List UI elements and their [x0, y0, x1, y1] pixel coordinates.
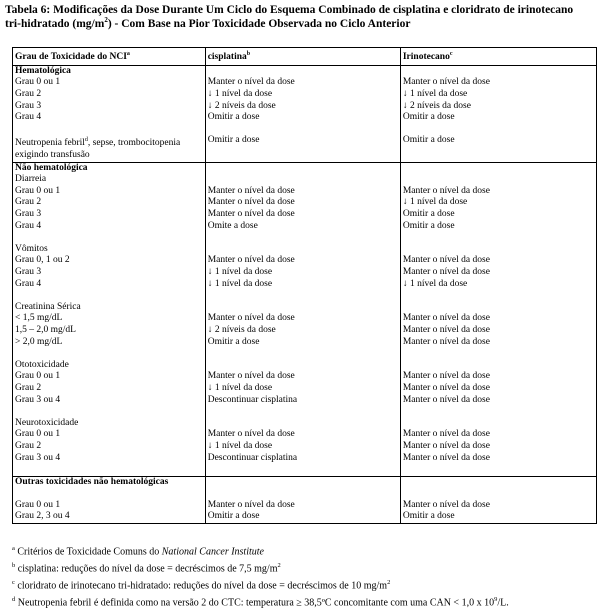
- footnote-d-mark: d: [12, 596, 16, 604]
- footnote-d-rest: /L.: [497, 597, 509, 609]
- dose-action: ↓ 1 nível da dose: [207, 267, 273, 277]
- dose-action: [403, 348, 596, 360]
- dose-action: Descontinuar cisplatina: [207, 452, 298, 463]
- grade-label: [15, 464, 205, 476]
- footnote-c-sup: 2: [387, 579, 391, 587]
- dose-action: [403, 232, 596, 244]
- title-line-2: [5, 17, 601, 31]
- grade-label: Diarreia: [15, 174, 47, 185]
- footnote-a-mark: a: [12, 545, 15, 552]
- dose-action: [403, 488, 596, 500]
- dose-action: Manter o nível da dose: [402, 371, 490, 382]
- header-col3-sup: c: [449, 51, 453, 57]
- table-section: [13, 162, 597, 476]
- header-toxicity-grade: [13, 48, 206, 66]
- header-col3-text: Irinotecano: [402, 52, 450, 63]
- table-cell: [13, 65, 206, 162]
- table-section: [13, 476, 597, 523]
- grade-label: Não hematológica: [15, 162, 88, 173]
- footnote-c: [12, 576, 602, 593]
- table-cell: [205, 162, 400, 476]
- dose-action: [208, 66, 400, 78]
- dose-action: Manter o nível da dose: [207, 255, 295, 266]
- dose-action: [403, 66, 596, 78]
- dose-action: [403, 174, 596, 186]
- dose-action: Manter o nível da dose: [402, 429, 490, 440]
- grade-label: Grau 3 ou 4: [15, 452, 61, 463]
- grade-label: [15, 488, 205, 500]
- grade-label: Grau 2, 3 ou 4: [15, 511, 70, 522]
- dose-action: Manter o nível da dose: [207, 429, 295, 440]
- dose-action: Manter o nível da dose: [207, 371, 295, 382]
- dose-action: [208, 477, 400, 489]
- dose-action: Omitir a dose: [402, 112, 455, 123]
- grade-label: Grau 3: [15, 209, 42, 220]
- table-cell: [400, 162, 596, 476]
- header-col1-text: Grau de Toxicidade do NCI: [15, 52, 127, 63]
- grade-label: Grau 0 ou 1: [15, 429, 61, 440]
- dose-action: Omitir a dose: [402, 209, 455, 220]
- dose-action: [208, 406, 400, 418]
- dose-action: [208, 174, 400, 186]
- grade-label: Grau 3: [15, 100, 42, 111]
- grade-label: Grau 4: [15, 220, 42, 231]
- footnote-d-text: Neutropenia febril é definida como na versão 2 do CTC: temperatura ≥ 38,5ºC concomitante com uma CAN < 1,0 x 10: [15, 597, 495, 609]
- grade-label: Grau 2: [15, 440, 42, 451]
- footnote-d: [12, 593, 602, 610]
- dose-action: Manter o nível da dose: [402, 185, 490, 196]
- dose-action: [403, 360, 596, 372]
- footnote-d-sup: 9: [494, 596, 498, 604]
- grade-label: [15, 348, 205, 360]
- footnote-a-text: Critérios de Toxicidade Comuns do: [14, 546, 162, 558]
- footnote-b-sup: 2: [277, 562, 281, 570]
- grade-label: > 2,0 mg/dL: [15, 336, 63, 347]
- table-cell: [13, 162, 206, 476]
- title-line-2-rest: ) - Com Base na Pior Toxicidade Observada no Ciclo Anterior: [107, 18, 411, 30]
- header-col1-sup: a: [126, 51, 130, 57]
- dose-action: [403, 244, 596, 256]
- grade-label: Vômitos: [15, 243, 48, 254]
- grade-label: Ototoxicidade: [15, 359, 69, 370]
- table-cell: [400, 65, 596, 162]
- grade-label: Outras toxicidades não hematológicas: [15, 476, 169, 487]
- dose-action: ↓ 1 nível da dose: [207, 278, 273, 289]
- table-cell: [205, 65, 400, 162]
- dose-action: [208, 163, 400, 175]
- dose-modification-table: [12, 47, 597, 524]
- grade-label: Hematológica: [15, 65, 71, 76]
- dose-action: Manter o nível da dose: [207, 185, 295, 196]
- dose-action: Manter o nível da dose: [402, 394, 490, 405]
- grade-label: Grau 2: [15, 88, 42, 99]
- grade-label: [15, 406, 205, 418]
- dose-action: [208, 418, 400, 430]
- footnotes: [12, 542, 602, 611]
- dose-action: [403, 163, 596, 175]
- grade-label: 1,5 – 2,0 mg/dL: [15, 324, 76, 335]
- header-row: [13, 48, 597, 66]
- dose-action: Omitir a dose: [402, 511, 455, 522]
- table-body: [13, 65, 597, 523]
- grade-label: Creatinina Sérica: [15, 301, 81, 312]
- footnote-b-text: cisplatina: reduções do nível da dose = decréscimos de 7,5 mg/m: [15, 563, 278, 575]
- dose-action: ↓ 1 nível da dose: [402, 88, 468, 99]
- dose-action: [403, 406, 596, 418]
- dose-action: Manter o nível da dose: [402, 382, 490, 393]
- dose-action: Manter o nível da dose: [402, 452, 490, 463]
- dose-action: [403, 418, 596, 430]
- dose-action: [208, 232, 400, 244]
- grade-label: Grau 0 ou 1: [15, 371, 61, 382]
- footnote-b: [12, 559, 602, 576]
- neutropenia-footnote-mark: d: [84, 137, 88, 144]
- grade-label: Grau 0 ou 1: [15, 499, 61, 510]
- dose-action: Manter o nível da dose: [402, 499, 490, 510]
- dose-action: Manter o nível da dose: [207, 313, 295, 324]
- table-title: [5, 3, 601, 31]
- table-cell: [400, 476, 596, 523]
- dose-action: ↓ 1 nível da dose: [402, 197, 468, 208]
- dose-action: Omite a dose: [207, 220, 258, 231]
- grade-label: Grau 2: [15, 197, 42, 208]
- dose-action: Manter o nível da dose: [402, 324, 490, 335]
- dose-action: Manter o nível da dose: [402, 336, 490, 347]
- dose-action: Manter o nível da dose: [402, 77, 490, 88]
- grade-label: Grau 4: [15, 112, 42, 123]
- dose-action: Manter o nível da dose: [402, 255, 490, 266]
- dose-action: ↓ 2 níveis da dose: [402, 100, 471, 111]
- title-superscript: 2: [104, 16, 108, 25]
- table-section: [13, 65, 597, 162]
- dose-action: Omitir a dose: [402, 220, 455, 231]
- grade-label: Grau 2: [15, 382, 42, 393]
- dose-action: [403, 290, 596, 302]
- footnote-b-mark: b: [12, 562, 16, 570]
- dose-action: Omitir a dose: [207, 135, 260, 146]
- grade-label: Grau 4: [15, 278, 42, 289]
- dose-action: Omitir a dose: [207, 336, 260, 347]
- dose-action: ↓ 1 nível da dose: [207, 440, 273, 451]
- dose-action: Omitir a dose: [402, 135, 455, 146]
- dose-action: [403, 464, 596, 476]
- table-cell: [13, 476, 206, 523]
- header-col2-text: cisplatina: [207, 52, 247, 63]
- dose-action: [208, 302, 400, 314]
- grade-label: [15, 232, 205, 244]
- dose-action: [208, 464, 400, 476]
- dose-action: [208, 244, 400, 256]
- grade-label: Grau 3: [15, 267, 42, 277]
- dose-action: [403, 124, 596, 136]
- dose-action: Manter o nível da dose: [402, 440, 490, 451]
- grade-label: Grau 0 ou 1: [15, 77, 61, 88]
- dose-action: Manter o nível da dose: [207, 499, 295, 510]
- dose-action: [208, 348, 400, 360]
- dose-action: Omitir a dose: [207, 112, 260, 123]
- dose-action: ↓ 2 níveis da dose: [207, 324, 276, 335]
- footnote-c-mark: c: [12, 579, 15, 587]
- grade-label: [15, 290, 205, 302]
- dose-action: ↓ 1 nível da dose: [207, 88, 273, 99]
- dose-action: [208, 360, 400, 372]
- dose-action: [403, 302, 596, 314]
- title-line-2-text: tri-hidratado (mg/m: [5, 18, 105, 30]
- dose-action: Manter o nível da dose: [207, 77, 295, 88]
- footnote-c-text: cloridrato de irinotecano tri-hidratado: reduções do nível da dose = decréscimos de 10 mg/m: [14, 580, 388, 592]
- footnote-a-italic: National Cancer Institute: [161, 546, 264, 558]
- title-line-1: Tabela 6: Modificações da Dose Durante Um Ciclo do Esquema Combinado de cisplatina e cloridrato de irinotecano: [5, 4, 574, 16]
- dose-action: [403, 477, 596, 489]
- header-cisplatin: [205, 48, 400, 66]
- grade-label: Grau 0, 1 ou 2: [15, 255, 70, 266]
- dose-action: ↓ 1 nível da dose: [402, 278, 468, 289]
- dose-action: ↓ 2 níveis da dose: [207, 100, 276, 111]
- dose-action: Manter o nível da dose: [207, 209, 295, 220]
- table-cell: [205, 476, 400, 523]
- grade-label: < 1,5 mg/dL: [15, 313, 63, 324]
- dose-action: Manter o nível da dose: [402, 313, 490, 324]
- header-col2-sup: b: [246, 51, 251, 57]
- dose-action: [208, 124, 400, 136]
- dose-action: Manter o nível da dose: [207, 197, 295, 208]
- dose-action: Manter o nível da dose: [402, 267, 490, 277]
- grade-label: [15, 124, 205, 136]
- grade-label: Neurotoxicidade: [15, 417, 79, 428]
- grade-label: Grau 3 ou 4: [15, 394, 61, 405]
- dose-action: [208, 290, 400, 302]
- dose-action: Descontinuar cisplatina: [207, 394, 298, 405]
- dose-action: ↓ 1 nível da dose: [207, 382, 273, 393]
- footnote-a: [12, 542, 602, 559]
- dose-action: Omitir a dose: [207, 511, 260, 522]
- grade-label: Neutropenia febril$^d$, sepse, trombocitopenia exigindo transfusão: [15, 137, 181, 161]
- grade-label: Grau 0 ou 1: [15, 185, 61, 196]
- dose-action: [208, 488, 400, 500]
- header-irinotecan: [400, 48, 596, 66]
